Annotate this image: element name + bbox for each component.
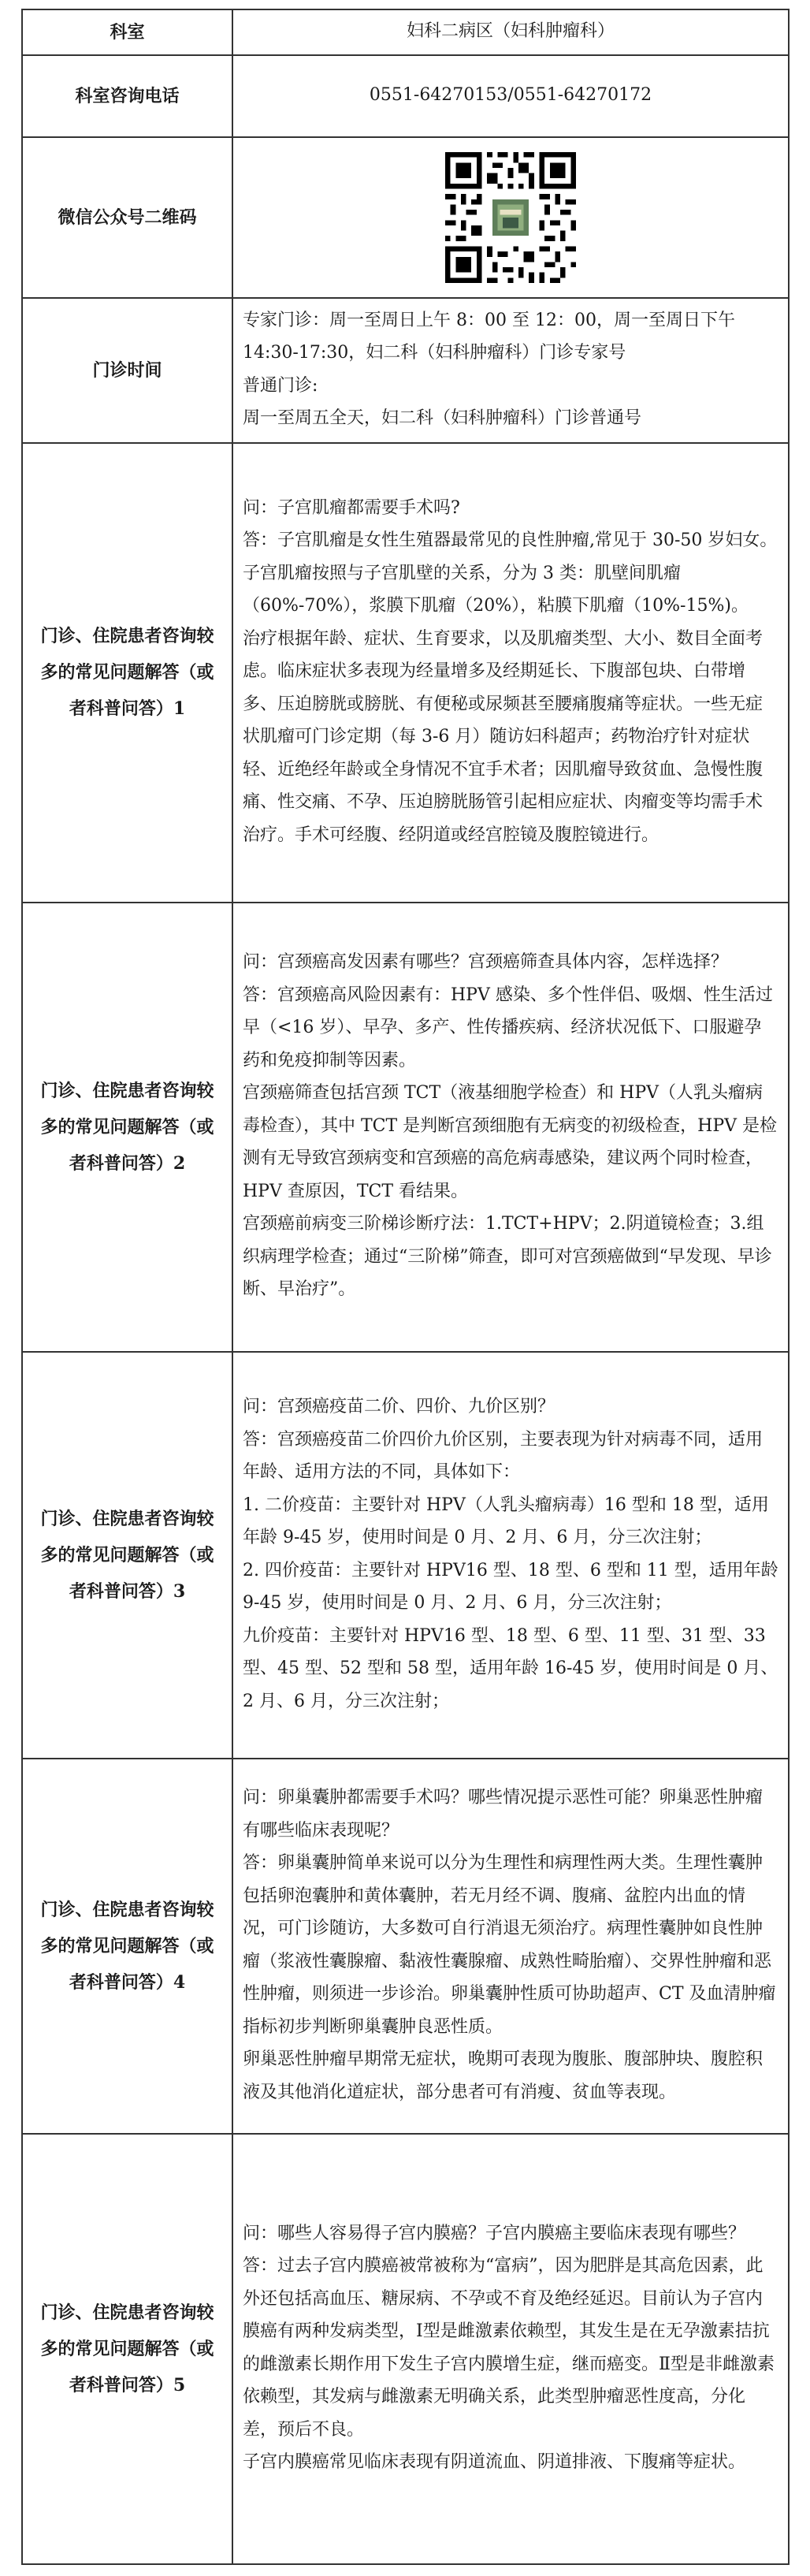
faq-answer (232, 1352, 789, 1759)
faq-paragraph: 答：宫颈癌疫苗二价四价九价区别，主要表现为针对病毒不同，适用年龄、适用方法的不同，具体如下： (243, 1429, 764, 1482)
faq-paragraph: 答：卵巢囊肿简单来说可以分为生理性和病理性两大类。生理性囊肿包括卵泡囊肿和黄体囊肿，若无月经不调、腹痛、盆腔内出血的情况，可门诊随访，大多数可自行消退无须治疗。病理性囊肿如良性肿瘤（浆液性囊腺瘤、黏液性囊腺瘤、成熟性畸胎瘤）、交界性肿瘤和恶性肿瘤，则须进一步诊治。卵巢囊肿性质可协助超声、CT 及血清肿瘤指标初步判断卵巢囊肿良恶性质。 (243, 1853, 776, 2037)
faq-row (22, 1352, 789, 1759)
faq-paragraph: 问：子宫肌瘤都需要手术吗? (243, 497, 460, 518)
faq-row (22, 443, 789, 903)
faq-paragraph: 宫颈癌前病变三阶梯诊断疗法：1.TCT+HPV；2.阴道镜检查；3.组织病理学检查；通过“三阶梯”筛查，即可对宫颈癌做到“早发现、早诊断、早治疗”。 (243, 1214, 772, 1300)
phone-label: 科室咨询电话 (22, 55, 232, 137)
faq-answer (232, 2134, 789, 2564)
faq-paragraph: 子宫内膜癌常见临床表现有阴道流血、阴道排液、下腹痛等症状。 (243, 2452, 746, 2472)
faq-paragraph: 答：子宫肌瘤是女性生殖器最常见的良性肿瘤,常见于 30-50 岁妇女。子宫肌瘤按照与子宫肌壁的关系，分为 3 类：肌壁间肌瘤（60%-70%），浆膜下肌瘤（20%），粘膜下肌瘤（10%-15%)。 (243, 530, 778, 616)
faq-answer (232, 903, 789, 1352)
faq-paragraph: 问：卵巢囊肿都需要手术吗？哪些情况提示恶性可能？卵巢恶性肿瘤有哪些临床表现呢？ (243, 1788, 764, 1841)
faq-paragraph: 答：过去子宫内膜癌被常被称为“富病”，因为肥胖是其高危因素，此外还包括高血压、糖尿病、不孕或不育及绝经延迟。目前认为子宫内膜癌有两种发病类型，Ⅰ型是雌激素依赖型，其发生是在无孕激素拮抗的雌激素长期作用下发生子宫内膜增生症，继而癌变。Ⅱ型是非雌激素依赖型，其发病与雌激素无明确关系，此类型肿瘤恶性度高，分化差，预后不良。 (243, 2256, 775, 2440)
hours-line: 周一至周五全天，妇二科（妇科肿瘤科）门诊普通号 (243, 408, 642, 428)
faq-paragraph: 治疗根据年龄、症状、生育要求，以及肌瘤类型、大小、数目全面考虑。临床症状多表现为经量增多及经期延长、下腹部包块、白带增多、压迫膀胱或膀胱、有便秘或尿频甚至腰痛腹痛等症状。一些无症状肌瘤可门诊定期（每 3-6 月）随访妇科超声；药物治疗针对症状轻、近绝经年龄或全身情况不宜手术者；因肌瘤导致贫血、急慢性腹痛、性交痛、不孕、压迫膀胱肠管引起相应症状、肉瘤变等均需手术治疗。手术可经腹、经阴道或经宫腔镜及腹腔镜进行。 (243, 628, 764, 845)
clinic-hours-row (22, 298, 789, 443)
qr-code-icon (445, 152, 576, 283)
clinic-hours-label: 门诊时间 (22, 298, 232, 443)
faq-paragraph: 卵巢恶性肿瘤早期常无症状，晚期可表现为腹胀、腹部肿块、腹腔积液及其他消化道症状，部分患者可有消瘦、贫血等表现。 (243, 2049, 764, 2102)
qrcode-label: 微信公众号二维码 (22, 137, 232, 298)
faq-paragraph: 宫颈癌筛查包括宫颈 TCT（液基细胞学检查）和 HPV（人乳头瘤病毒检查），其中 TCT 是判断宫颈细胞有无病变的初级检查，HPV 是检测有无导致宫颈病变和宫颈癌的高危病毒感染，建议两个同时检查，HPV 查原因，TCT 看结果。 (243, 1083, 778, 1201)
faq-answer (232, 443, 789, 903)
faq-label: 门诊、住院患者咨询较多的常见问题解答（或者科普问答）2 (22, 903, 232, 1352)
qrcode-cell (232, 137, 789, 298)
faq-paragraph: 问：宫颈癌高发因素有哪些？宫颈癌筛查具体内容，怎样选择？ (243, 952, 729, 973)
department-name: 妇科二病区（妇科肿瘤科） (232, 9, 789, 55)
faq-label: 门诊、住院患者咨询较多的常见问题解答（或者科普问答）1 (22, 443, 232, 903)
faq-paragraph: 1. 二价疫苗：主要针对 HPV（人乳头瘤病毒）16 型和 18 型，适用年龄 9-45 岁，使用时间是 0 月、2 月、6 月，分三次注射； (243, 1495, 769, 1547)
faq-paragraph: 九价疫苗：主要针对 HPV16 型、18 型、6 型、11 型、31 型、33 型、45 型、52 型和 58 型，适用年龄 16-45 岁，使用时间是 0 月、2 月、6 月，分三次注射； (243, 1625, 778, 1711)
header-row (22, 9, 789, 55)
faq-answer (232, 1759, 789, 2134)
faq-row (22, 2134, 789, 2564)
header-label: 科室 (22, 9, 232, 55)
phone-row (22, 55, 789, 137)
faq-label: 门诊、住院患者咨询较多的常见问题解答（或者科普问答）4 (22, 1759, 232, 2134)
faq-row (22, 1759, 789, 2134)
faq-row (22, 903, 789, 1352)
faq-paragraph: 问：宫颈癌疫苗二价、四价、九价区别？ (243, 1397, 555, 1416)
phone-number: 0551-64270153/0551-64270172 (232, 55, 789, 137)
faq-paragraph: 问：哪些人容易得子宫内膜癌？子宫内膜癌主要临床表现有哪些？ (243, 2223, 746, 2243)
hours-line: 专家门诊：周一至周日上午 8：00 至 12：00，周一至周日下午 14:30-17:30，妇二科（妇科肿瘤科）门诊专家号 (243, 310, 735, 363)
qrcode-row (22, 137, 789, 298)
faq-label: 门诊、住院患者咨询较多的常见问题解答（或者科普问答）3 (22, 1352, 232, 1759)
department-info-table (21, 9, 790, 2565)
faq-paragraph: 答：宫颈癌高风险因素有：HPV 感染、多个性伴侣、吸烟、性生活过早（<16 岁）、早孕、多产、性传播疾病、经济状况低下、口服避孕药和免疫抑制等因素。 (243, 985, 773, 1070)
faq-paragraph: 2. 四价疫苗：主要针对 HPV16 型、18 型、6 型和 11 型，适用年龄 9-45 岁，使用时间是 0 月、2 月、6 月，分三次注射； (243, 1560, 778, 1613)
faq-label: 门诊、住院患者咨询较多的常见问题解答（或者科普问答）5 (22, 2134, 232, 2564)
clinic-hours-text (232, 298, 789, 443)
hours-line: 普通门诊: (243, 375, 318, 396)
